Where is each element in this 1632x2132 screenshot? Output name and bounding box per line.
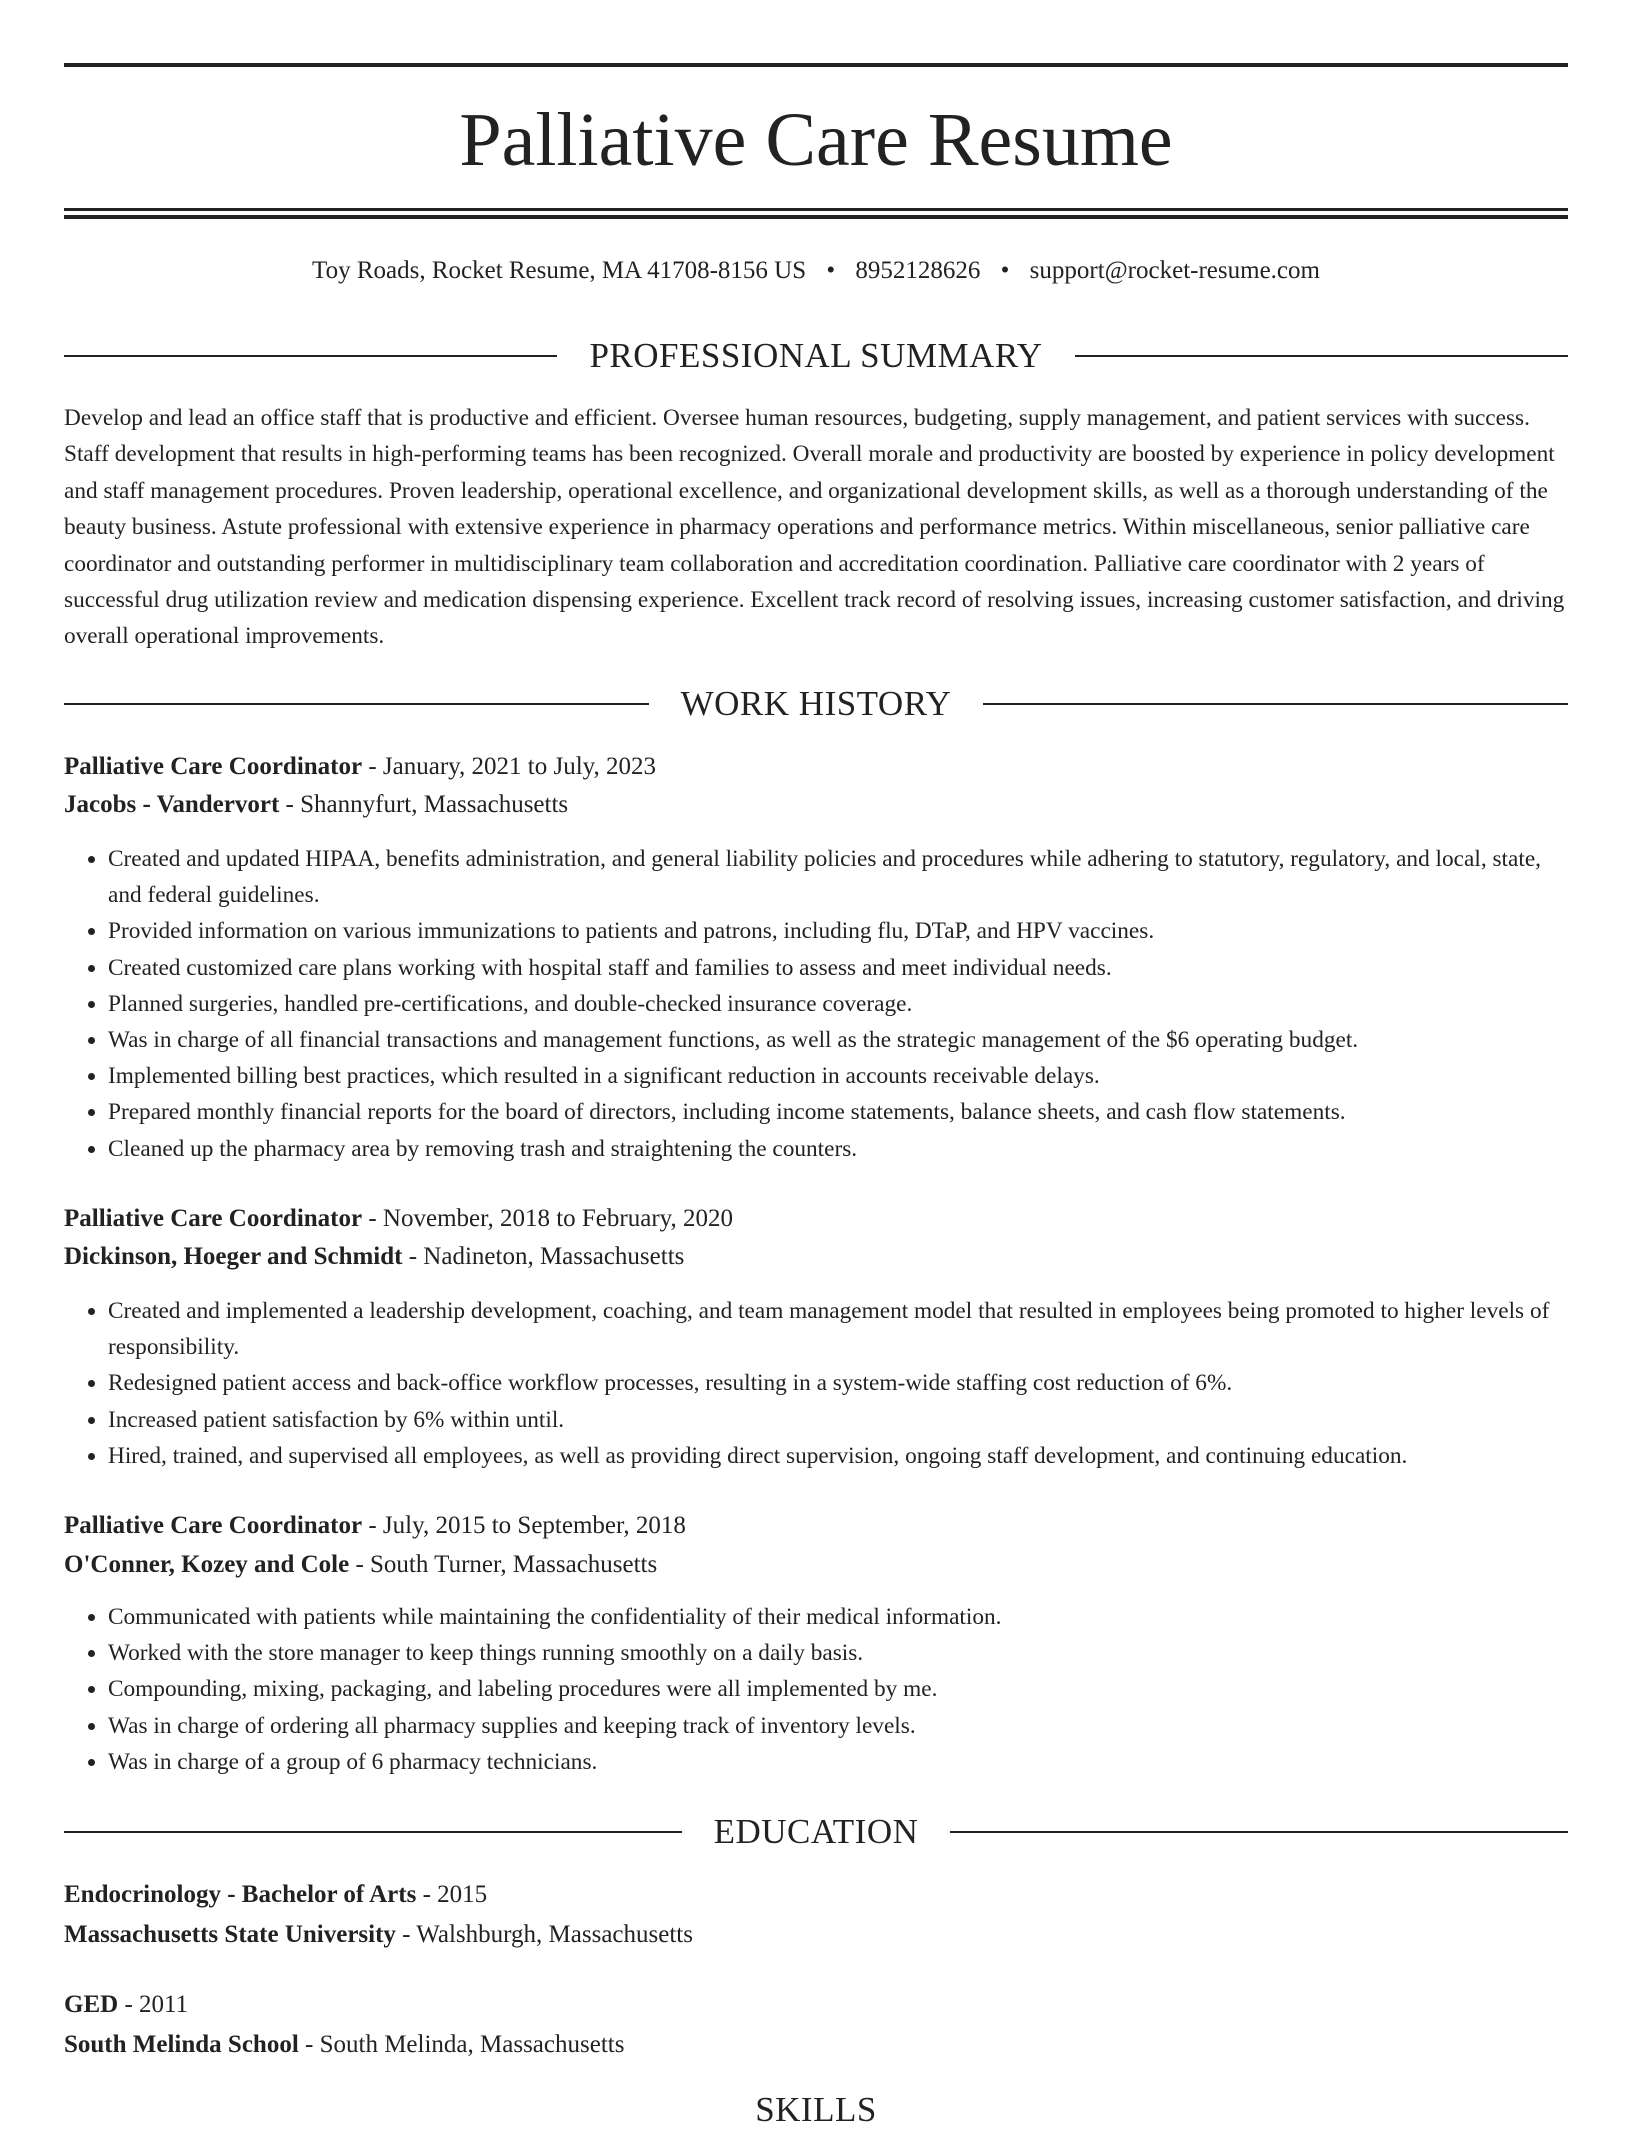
title-rule-lower xyxy=(64,215,1568,219)
job-company-line xyxy=(64,1547,1568,1583)
education-degree-line xyxy=(64,1877,1568,1913)
job-bullet: • Was in charge of a group of 6 pharmacy technicians. xyxy=(108,1744,1568,1780)
education-school: South Melinda School xyxy=(64,2031,299,2058)
job-dates: - November, 2018 to February, 2020 xyxy=(362,1205,734,1232)
title-rule-upper xyxy=(64,208,1568,211)
education-year: - 2011 xyxy=(118,1991,189,2018)
skills-section-heading xyxy=(64,2088,1568,2132)
contact-email: support@rocket-resume.com xyxy=(1029,257,1320,284)
job-bullet: • Communicated with patients while maintaining the confidentiality of their medical information. xyxy=(108,1599,1568,1635)
job-bullet: • Worked with the store manager to keep things running smoothly on a daily basis. xyxy=(108,1635,1568,1671)
education-degree: Endocrinology - Bachelor of Arts xyxy=(64,1881,417,1908)
job-title-line xyxy=(64,749,1568,785)
job-dates: - January, 2021 to July, 2023 xyxy=(362,753,657,780)
heading-rule xyxy=(1075,355,1568,357)
job-title: Palliative Care Coordinator xyxy=(64,1205,363,1232)
job-bullet: • Created and updated HIPAA, benefits administration, and general liability policies and procedures while adhering to statutory, regulatory, and local, state, and federal guidelines. xyxy=(108,841,1568,913)
job-dates: - July, 2015 to September, 2018 xyxy=(362,1512,686,1539)
contact-line xyxy=(64,255,1568,287)
contact-separator: • xyxy=(1000,257,1010,284)
heading-rule xyxy=(64,355,557,357)
summary-text: Develop and lead an office staff that is productive and efficient. Oversee human resources, budgeting, supply management, and patient services with success. Staff development that results in high-performing teams has been recognized. Overall morale and productivity are boosted by experience in policy development and staff management procedures. Proven leadership, operational excellence, and organizational development skills, as well as a thorough understanding of the beauty business. Astute professional with extensive experience in pharmacy operations and performance metrics. Within miscellaneous, senior palliative care coordinator and outstanding performer in multidisciplinary team collaboration and accreditation coordination. Palliative care coordinator with 2 years of successful drug utilization review and medication dispensing experience. Excellent track record of resolving issues, increasing customer satisfaction, and driving overall operational improvements. xyxy=(64,405,1565,650)
job-bullet: • Hired, trained, and supervised all employees, as well as providing direct supervision, ongoing staff development, and continuing education. xyxy=(108,1438,1568,1474)
education-year: - 2015 xyxy=(416,1881,488,1908)
education-school-line xyxy=(64,1917,1568,1953)
education-location: - South Melinda, Massachusetts xyxy=(298,2031,625,2058)
top-rule xyxy=(64,63,1568,67)
job-location: - South Turner, Massachusetts xyxy=(349,1551,658,1578)
education-location: - Walshburgh, Massachusetts xyxy=(395,1921,693,1948)
heading-rule xyxy=(64,703,649,705)
job-bullet: • Increased patient satisfaction by 6% within until. xyxy=(108,1402,1568,1438)
work-heading-label: WORK HISTORY xyxy=(680,684,952,723)
job-title-line xyxy=(64,1201,1568,1237)
education-degree-line xyxy=(64,1987,1568,2023)
job-bullet: • Prepared monthly financial reports for the board of directors, including income statements, balance sheets, and cash flow statements. xyxy=(108,1094,1568,1130)
work-section-heading xyxy=(64,682,1568,726)
job-bullet: • Redesigned patient access and back-office workflow processes, resulting in a system-wide staffing cost reduction of 6%. xyxy=(108,1365,1568,1401)
job-location: - Nadineton, Massachusetts xyxy=(402,1243,685,1270)
heading-rule xyxy=(983,703,1568,705)
job-bullet-list xyxy=(64,1599,1568,1780)
job-title: Palliative Care Coordinator xyxy=(64,753,363,780)
job-title: Palliative Care Coordinator xyxy=(64,1512,363,1539)
job-bullet: • Provided information on various immunizations to patients and patrons, including flu, DTaP, and HPV vaccines. xyxy=(108,913,1568,949)
job-bullet-list xyxy=(64,1293,1568,1474)
education-school-line xyxy=(64,2027,1568,2063)
education-heading-label: EDUCATION xyxy=(713,1812,919,1851)
job-bullet-list xyxy=(64,841,1568,1167)
education-school: Massachusetts State University xyxy=(64,1921,396,1948)
education-degree: GED xyxy=(64,1991,119,2018)
job-bullet: • Implemented billing best practices, which resulted in a significant reduction in accounts receivable delays. xyxy=(108,1058,1568,1094)
summary-heading-label: PROFESSIONAL SUMMARY xyxy=(589,336,1043,375)
heading-rule xyxy=(950,1831,1568,1833)
job-bullet: • Was in charge of all financial transactions and management functions, as well as the strategic management of the $6 operating budget. xyxy=(108,1022,1568,1058)
job-company: Jacobs - Vandervort xyxy=(64,791,280,818)
job-title-line xyxy=(64,1508,1568,1544)
job-bullet: • Compounding, mixing, packaging, and labeling procedures were all implemented by me. xyxy=(108,1671,1568,1707)
job-bullet: • Planned surgeries, handled pre-certifications, and double-checked insurance coverage. xyxy=(108,986,1568,1022)
summary-section-heading xyxy=(64,334,1568,378)
resume-title: Palliative Care Resume xyxy=(459,98,1173,182)
job-company-line xyxy=(64,1239,1568,1275)
education-section-heading xyxy=(64,1810,1568,1854)
job-bullet: • Created and implemented a leadership development, coaching, and team management model that resulted in employees being promoted to higher levels of responsibility. xyxy=(108,1293,1568,1365)
job-company-line xyxy=(64,787,1568,823)
job-bullet: • Cleaned up the pharmacy area by removing trash and straightening the counters. xyxy=(108,1131,1568,1167)
job-bullet: • Was in charge of ordering all pharmacy supplies and keeping track of inventory levels. xyxy=(108,1708,1568,1744)
job-company: O'Conner, Kozey and Cole xyxy=(64,1551,350,1578)
job-company: Dickinson, Hoeger and Schmidt xyxy=(64,1243,403,1270)
heading-rule xyxy=(64,1831,682,1833)
contact-phone: 8952128626 xyxy=(855,257,981,284)
contact-separator: • xyxy=(826,257,836,284)
job-bullet: • Created customized care plans working with hospital staff and families to assess and meet individual needs. xyxy=(108,950,1568,986)
job-location: - Shannyfurt, Massachusetts xyxy=(279,791,569,818)
skills-heading-label: SKILLS xyxy=(755,2090,877,2129)
contact-address: Toy Roads, Rocket Resume, MA 41708-8156 US xyxy=(312,257,807,284)
